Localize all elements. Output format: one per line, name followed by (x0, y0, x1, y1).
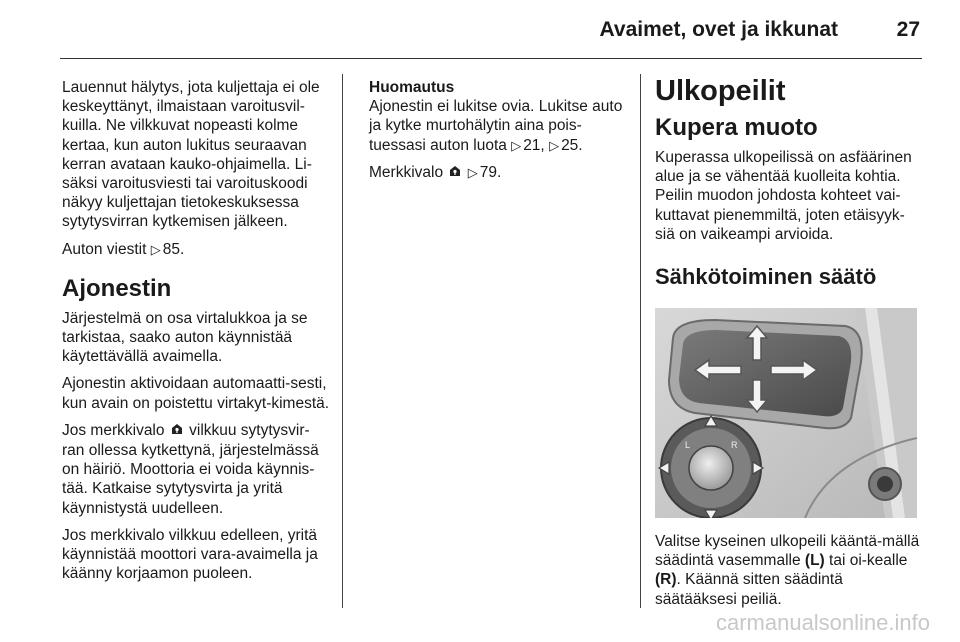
paragraph-auton-viestit (62, 240, 330, 259)
ref-arrow-icon: ▷ (511, 137, 522, 153)
column-middle (369, 78, 627, 191)
text: Auton viestit (62, 240, 147, 258)
text: tai oi-kealle (829, 552, 908, 570)
paragraph-sahko (655, 532, 923, 609)
page-header (0, 0, 960, 62)
text: . Käännä sitten säädintä säätääksesi peiliä. (655, 571, 843, 608)
column-divider-1 (342, 74, 343, 608)
paragraph-alarm: Lauennut hälytys, jota kuljettaja ei ole keskeyttänyt, ilmaistaan varoitusvil-kuilla. Ne vilkkuvat nopeasti kolme kertaa, kun auton lukitus seuraavan kerran avataan kauko-ohjaimella. Li-säksi varoitusviesti tai varoituskoodi näkyy kuljettajan tietokeskuksessa sytytysvirran kytkemisen jälkeen. (62, 79, 320, 231)
figure-label-r: R (731, 440, 738, 451)
text: Valitse kyseinen ulkopeili kääntä-mällä säädintä vasemmalle (655, 533, 920, 570)
paragraph-ajonestin-4: Jos merkkivalo vilkkuu edelleen, yritä käynnistää moottori vara-avaimella ja käänny korjaamon puoleen. (62, 526, 318, 583)
paragraph-ajonestin-1: Järjestelmä on osa virtalukkoa ja se tarkistaa, saako auton käynnistää käytettävällä avaimella. (62, 309, 308, 366)
text: Ajonestin ei lukitse ovia. Lukitse auto ja kytke murtohälytin aina pois-tuessasi auton luota (369, 98, 623, 154)
page-number: 27 (896, 18, 920, 41)
paragraph-kupera: Kuperassa ulkopeilissä on asfäärinen alue ja se vähentää kuolleita kohtia. Peilin muodon johdosta kohteet vai-kuttavat pienemmiltä, joten etäisyyk-siä on vaikeampi arvioida. (655, 149, 912, 243)
header-rule (60, 58, 922, 59)
text: vilkkuu sytytysvir-ran ollessa kytkettynä, järjestelmässä on häiriö. Moottoria ei voida käynnis-tää. Katkaise sytytysvirta ja yritä käynnistystä uudelleen. (62, 421, 319, 517)
watermark: carmanualsonline.info (715, 610, 930, 635)
figure-label-l: L (685, 440, 691, 451)
ref-arrow-icon: ▷ (549, 137, 560, 153)
mirror-adjust-figure (655, 308, 917, 518)
page-ref[interactable]: 25. (561, 136, 583, 154)
header-title: Avaimet, ovet ja ikkunat (599, 18, 838, 41)
text: Merkkivalo (369, 163, 444, 181)
paragraph-ajonestin-3 (62, 421, 330, 518)
label-l: (L) (804, 552, 825, 570)
note-text (369, 97, 627, 155)
page-ref[interactable]: 21, (523, 136, 545, 154)
ref-arrow-icon: ▷ (150, 241, 161, 257)
label-r: (R) (655, 571, 677, 589)
column-divider-2 (640, 74, 641, 608)
ref-arrow-icon: ▷ (467, 164, 478, 180)
immobiliser-key-icon (171, 422, 183, 441)
heading-sahkotoiminen: Sähkötoiminen säätö (655, 264, 877, 290)
note-title: Huomautus (369, 79, 455, 96)
heading-kupera-muoto: Kupera muoto (655, 114, 818, 141)
heading-ajonestin: Ajonestin (62, 274, 172, 302)
paragraph-merkkivalo (369, 163, 627, 183)
column-right (655, 74, 923, 617)
heading-ulkopeilit: Ulkopeilit (655, 75, 786, 107)
page-ref[interactable]: 79. (479, 163, 502, 181)
paragraph-ajonestin-2: Ajonestin aktivoidaan automaatti-sesti, kun avain on poistettu virtakyt-kimestä. (62, 375, 330, 412)
immobiliser-key-icon (449, 164, 461, 183)
column-left (62, 78, 330, 591)
page-ref[interactable]: 85. (162, 240, 185, 258)
text: Jos merkkivalo (62, 421, 165, 439)
